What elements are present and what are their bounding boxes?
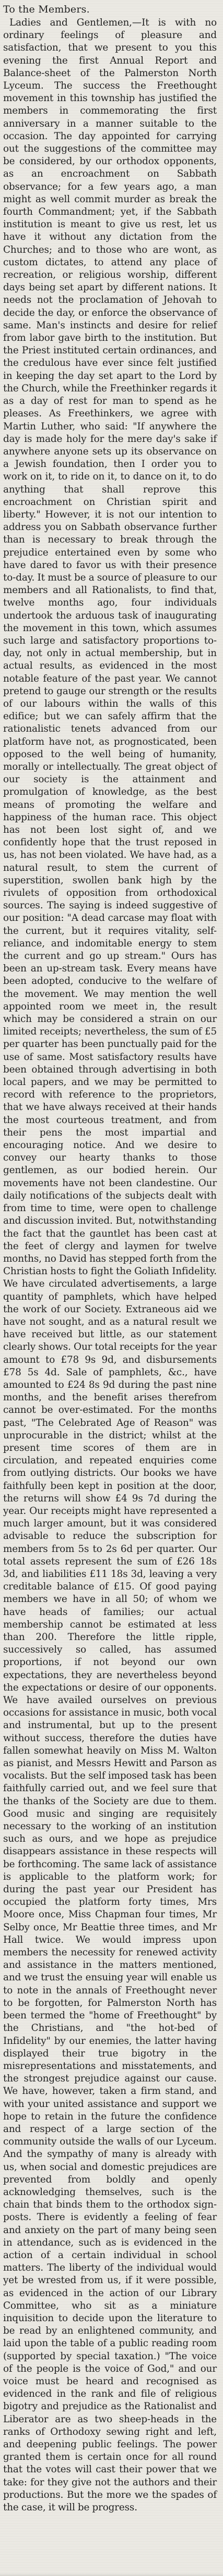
- article-paragraph: Ladies and Gentlemen,—It is with no ordinary feelings of pleasure and satisfaction, that we present to you this evening the first Annual Report and Balance-sheet of the Palmerston North Lyceum. The success the Freethought movement in this township has justified the members in commemorating the first anniversary in a manner suitable to the occasion. The day appointed for carrying out the suggestions of the committee may be considered, by our orthodox opponents, as an encroachment on Sabbath observance; for a few years ago, a man might as well commit murder as break the fourth Commandment; yet, if the Sabbath institution is meant to give us rest, let us have it without any dictation from the Churches; and to those who are wont, as custom dictates, to attend any place of recreation, or religious worship, different days being set apart by different nations. It needs not the proclamation of Jehovah to decide the day, or enforce the observance of same. Man's instincts and desire for relief from labor gave birth to the institution. But the Priest instituted certain ordinances, and the credulous have ever since felt justified in keeping the day set apart to the Lord by the Church, while the Freethinker regards it as a day of rest for man to spend as he pleases. As Freethinkers, we agree with Martin Luther, who said: "If anywhere the day is made holy for the mere day's sake if anywhere anyone sets up its observance on a Jewish foundation, then I order you to work on it, to ride on it, to dance on it, to do anything that shall reprove this encroachment on Christian spirit and liberty." However, it is not our intention to address you on Sabbath observance further than is necessary to break through the prejudice entertained even by some who have dared to favor us with their presence to-day. It must be a source of pleasure to our members and all Rationalists, to find that, twelve months ago, four individuals undertook the arduous task of inaugurating the movement in this town, which assumes such large and satisfactory proportions to-day, not only in actual membership, but in actual results, as evidenced in the most notable feature of the past year. We cannot pretend to gauge our strength or the results of our labours within the walls of this edifice; but we can safely affirm that the rationalistic tenets advanced from our platform have not, as prognosticated, been opposed to the well being of humanity, morally or intellectually. The great object of our society is the attainment and promulgation of knowledge, as the best means of promoting the welfare and happiness of the human race. This object has not been lost sight of, and we confidently hope that the trust reposed in us, has not been violated. We have had, as a natural result, to stem the current of superstition, swollen bank high by the rivulets of opposition from orthodoxical sources. The saying is indeed suggestive of our position: "A dead carcase may float with the current, but it requires vitality, self-reliance, and indomitable energy to stem the current and go up stream." Ours has been an up-stream task. Every means have been adopted, conducive to the welfare of the movement. We may mention the well appointed room we meet in, the result which may be considered a strain on our limited receipts; nevertheless, the sum of £5 per quarter has been punctually paid for the use of same. Most satisfactory results have been obtained through advertising in both local papers, and we may be permitted to record with reference to the proprietors, that we have always received at their hands the most courteous treatment, and from their pens the most impartial and encouraging notice. And we desire to convey our hearty thanks to those gentlemen, as our bodied herein. Our movements have not been clandestine. Our daily notifications of the subjects dealt with from time to time, were open to challenge and discussion invited. But, notwithstanding the fact that the gauntlet has been cast at the feet of clergy and laymen for twelve months, no David has stepped forth from the Christian hosts to fight the Goliath Infidelity. We have circulated advertisements, a large quantity of pamphlets, which have helped the work of our Society. Extraneous aid we have not sought, and as a natural result we have received but little, as our statement clearly shows. Our total receipts for the year amount to £78 9s 9d, and disbursements £78 5s 4d. Sale of pamphlets, &c., have amounted to £24 8s 9d during the past nine months, and the benefit arises therefrom cannot be over-estimated. For the months past, "The Celebrated Age of Reason" was unprocurable in the district; whilst at the present time scores of them are in circulation, and repeated enquiries come from outlying districts. Our books we have faithfully been kept in position at the door, the returns will show £4 9s 7d during the year. Our receipts might have represented a much larger amount, but it was considered advisable to reduce the subscription for members from 5s to 2s 6d per quarter. Our total assets represent the sum of £26 18s 3d, and liabilities £11 18s 3d, leaving a very creditable balance of £15. Of good paying members we have in all 50; of whom we have heads of families; our actual membership cannot be estimated at less than 200. Therefore the little ripple, successively so called, has assumed proportions, if not beyond our own expectations, they are nevertheless beyond the expectations or desire of our opponents. We have availed ourselves on previous occasions for assistance in music, both vocal and instrumental, but up to the present without success, therefore the duties have fallen somewhat heavily on Miss M. Walton as pianist, and Messrs Hewitt and Parson as vocalists. But the self imposed task has been faithfully carried out, and we feel sure that the thanks of the Society are due to them. Good music and singing are requisitely necessary to the working of an institution such as ours, and we hope as prejudice disappears assistance in these respects will be forthcoming. The same lack of assistance is applicable to the platform work; for during the past year our President has occupied the platform forty times, Mrs Moore once, Miss Chapman four times, Mr Selby once, Mr Beattie three times, and Mr Hall twice. We would impress upon members the necessity for renewed activity and assistance in the matters mentioned, and we trust the ensuing year will enable us to note in the annals of Freethought never to be forgotten, for Palmerston North has been termed the "home of Freethought" by the Christians, and "the hot-bed of Infidelity" by our enemies, the latter having displayed their true bigotry in the misrepresentations and misstatements, and the strongest prejudice against our cause. We have, however, taken a firm stand, and with your united assistance and support we hope to retain in the future the confidence and respect of a large section of the community outside the walls of our Lyceum. And the sympathy of many is already with us, when social and domestic prejudices are prevented from boldly and openly acknowledging themselves, such is the chain that binds them to the orthodox sign-posts. There is evidently a feeling of fear and anxiety on the part of many being seen in attendance, such as is evidenced in the action of a certain individual in school matters. The liberty of the individual would yet be wrested from us, if it were possible, as evidenced in the action of our Library Committee, who sit as a miniature inquisition to decide upon the literature to be read by an enlightened community, and laid upon the table of a public reading room (supported by special taxation.) "The voice of the people is the voice of God," and our voice must be heard and recognised as evidenced in the rank and file of religious bigotry and prejudice as the Rationalist and Liberator are as two sheep-heads in the ranks of Orthodoxy sewing right and left, and deepening public feelings. The power granted them is certain once for all round that the votes will cast their power that we take: for they give not the authors and their productions. But the more we the spades of the case, it will be progress.: [3, 17, 217, 2513]
- article-body: [3, 17, 217, 2514]
- article-heading: To the Members.: [3, 4, 90, 15]
- paper-edge-shadow: [0, 2573, 223, 2576]
